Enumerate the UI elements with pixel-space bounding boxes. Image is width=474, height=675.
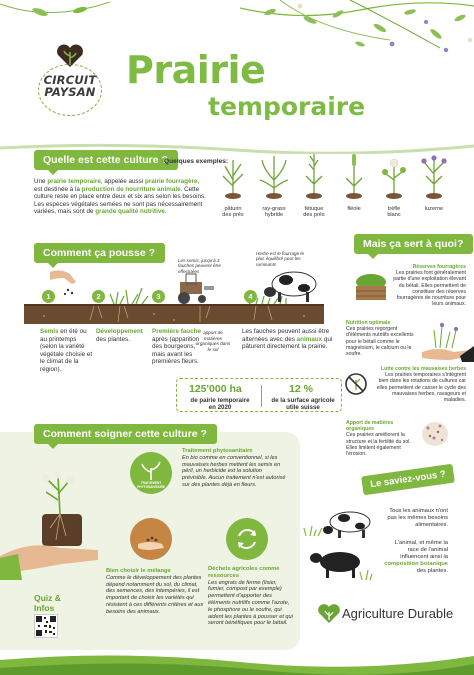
benefit-1-title: Réserves fourragères [412,264,466,270]
alfalfa-plant-icon [414,150,454,200]
step4-body: Les fauches peuvent aussi être alternées avec des [242,328,330,343]
benefit-3-text: Les prairies temporaires s'intègrent bien dans les rotations de cultures car elles permettent de casser le cycle des mauvaises herbes, ravageurs et maladies. [376,372,466,404]
bottom-grass-decoration [0,648,474,675]
grass-plant-icon [213,150,253,200]
examples-label: Quelques exemples: [164,158,229,165]
treatment-icon-label: TRAITEMENT PHYTOSANITAIRE [137,481,165,489]
cows-illustration [302,504,382,584]
stats-box [176,378,342,412]
stat-hectares: 125'000 ha [189,383,242,395]
benefit-2 [346,320,420,357]
care-treatment [182,448,288,489]
desc-part: . Cette culture reste en place entre deux et six ans selon les besoins. Les espèces végétales semées ne sont pas nécessairement variées, mais sont de [34,185,206,216]
step1-body: en été ou au printemps (selon la variété végétale choisie et le climat de la région). [40,328,93,373]
step3-title: Première fauche [152,328,202,335]
plant-name-2: des prés [303,212,325,219]
benefit-3 [376,366,466,403]
growth-illustration [24,262,324,306]
step1-title: Semis [40,328,59,335]
benefit-1 [392,264,466,307]
care-mix-text: Comme le développement des plantes dépend notamment du sol, du climat, des semences, des intempéries, il est important de choisir les variétés qui résistent à ces différents critères et aux besoins des animaux. [106,574,204,615]
leaves-decoration [0,0,110,30]
desc-highlight: grande qualité nutritive [95,208,165,216]
care-waste-title: Déchets agricoles comme ressources [208,566,280,579]
section-pill-pousse: Comment ça pousse ? [34,243,165,263]
plant-name: ray-grass [262,206,286,212]
hand-with-plants-icon [420,316,474,362]
grass-plant-icon [294,150,334,200]
step1-text [40,328,94,374]
plant-name: trèfle [387,206,401,212]
desc-part: . [164,208,167,216]
treatment-icon [130,452,172,494]
plant-label [213,206,253,219]
stats-divider [261,385,262,407]
plant-label [334,206,374,212]
benefit-4 [346,420,416,457]
note-harvest: Les semis, jusqu'à 3 fauches peuvent être effectuées [178,258,221,274]
seed-mix-icon [130,518,172,560]
benefit-4-title: Apport de matières organiques [346,420,394,433]
desc-highlight: prairie temporaire [47,178,101,185]
soil-strip [24,304,324,324]
benefit-2-title: Nutrition optimale [346,320,391,326]
cow-icon [264,272,316,302]
tractor-icon [178,274,214,304]
qr-code[interactable] [34,614,58,638]
step-number-4: 4 [244,290,257,303]
did-you-know-2 [384,540,448,575]
stat-hectares-label [179,397,261,411]
step3-body: après (apparition des bourgeons, mais avant les premières fleurs. [152,335,200,366]
foliage-decoration [240,0,474,60]
benefit-2-text: Ces prairies regorgent d'éléments nutritifs excellents pour le bétail comme le magnésium, le calcium ou le soufre. [346,326,414,358]
page-title: Prairie [126,48,266,92]
footer-brand: Agriculture Durable [342,606,454,621]
plant-fetuque [294,150,334,219]
grass-plant-icon [334,150,374,200]
agriculture-heart-icon [318,604,340,624]
seed-hand-icon [130,518,172,560]
step3-text [152,328,210,366]
note-organic: apport de matières organiques dans le sol [195,330,231,352]
step2-body: des plantes. [96,335,130,343]
step-number-3: 3 [152,290,165,303]
hay-bale-icon [354,272,388,302]
quiz-line-1: Quiz & [34,593,61,603]
plant-fleole [334,150,374,212]
step2-title: Développement [96,328,143,335]
stat-percent-label [263,397,343,411]
step-number-2: 2 [92,290,105,303]
care-mix-title: Bien choisir le mélange [106,568,171,574]
care-waste-text: Les engrais de ferme (lisier, fumier, compost par exemple) permettent d'apporter des éléments nutritifs comme l'azote, le phosphore ou le soufre, qui aident les plantes à pousser et qui seront bénéfiques pour le bétail. [208,579,293,627]
no-weeds-icon [344,372,368,396]
quiz-heading [34,594,61,613]
stat-percent: 12 % [289,383,313,395]
logo-text [34,74,106,98]
step4-body-2: qui pâturent directement la prairie. [242,335,333,351]
plant-paturin [213,150,253,219]
recycle-arrows-icon [226,518,268,560]
plant-trefle [374,150,414,219]
logo-line-1: CIRCUIT [43,73,97,87]
benefit-1-text: Les prairies font généralement partie d'une exploitation élevant du bétail. Elles permettent de constituer des réserves fourragères de nourriture pour leurs animaux. [393,270,466,308]
step4-highlight: animaux [296,335,323,343]
potted-plant-illustration [0,470,104,580]
plant-label [254,206,294,219]
plant-name-2: des prés [222,212,244,219]
desc-part: , est destinée à la [34,178,200,193]
plant-ray-grass [254,150,294,219]
desc-part: , appelée aussi [100,178,145,185]
step4-text [242,328,334,351]
clover-plant-icon [374,150,414,200]
care-treatment-text: En bio comme en conventionnel, si les mauvaises herbes mettent les semis en péril, un herbicide est la solution prévisible. Aucun traitement n'est autorisé sur des plantes déjà en fleurs. [182,454,286,488]
step2-text [96,328,146,343]
logo-line-2: PAYSAN [44,85,96,99]
plant-label [414,206,454,212]
section-pill-culture: Quelle est cette culture ? [34,150,178,170]
stat-label-line: de la surface agricole [271,397,335,404]
grass-plant-icon [254,150,294,200]
dyk-part: des plantes. [416,568,448,574]
circuit-paysan-logo [34,44,106,116]
did-you-know-1: Tous les animaux n'ont pas les mêmes besoins alimentaires. [387,508,448,528]
desc-part: Une [34,178,48,185]
desc-highlight: prairie fourragère [144,178,198,185]
page-subtitle: temporaire [208,92,366,121]
soil-nutrients-icon [420,418,450,448]
section-pill-soigner: Comment soigner cette culture ? [34,424,217,444]
step-number-1: 1 [42,290,55,303]
recycling-icon [226,518,268,560]
benefit-3-title: Lutte contre les mauvaises herbes [380,366,466,372]
plant-name: luzerne [424,206,444,212]
stat-label-line: utile suisse [286,404,320,411]
dyk-highlight: composition botanique [384,561,448,567]
did-you-know-pill: Le saviez-vous ? [361,464,455,496]
stat-label-line: de pairie temporaire [190,397,250,404]
plant-name: fétuque [304,206,324,212]
stat-label-line: en 2020 [208,404,232,411]
plant-label [294,206,334,219]
dyk-part: L'animal, et même la race de l'animal influencent ainsi la [394,540,448,560]
culture-description [34,178,206,216]
care-mix [106,568,204,616]
plant-label [374,206,414,219]
desc-highlight: production de nourriture animale [81,185,181,193]
heart-icon [56,44,84,68]
plant-luzerne [414,150,454,212]
plant-name-2: blanc [387,212,401,219]
plant-name: pâturin [224,206,242,212]
plant-name: fléole [347,206,361,212]
care-waste [208,566,294,627]
roots-decoration [24,306,324,326]
care-treatment-title: Traitement phytosanitaire [182,448,253,454]
section-pill-sert: Mais ça sert à quoi? [354,234,473,254]
quiz-line-2: Infos [34,602,55,613]
plant-name-2: hybride [264,212,284,219]
qr-code-icon [35,615,57,637]
benefit-4-text: Ces prairies améliorent la structure et la fertilité du sol. Elles limitent également l'érosion. [346,432,411,458]
note-fodder: Herbe est le fourrage le plus équilibré pour les ruminants [256,251,305,267]
